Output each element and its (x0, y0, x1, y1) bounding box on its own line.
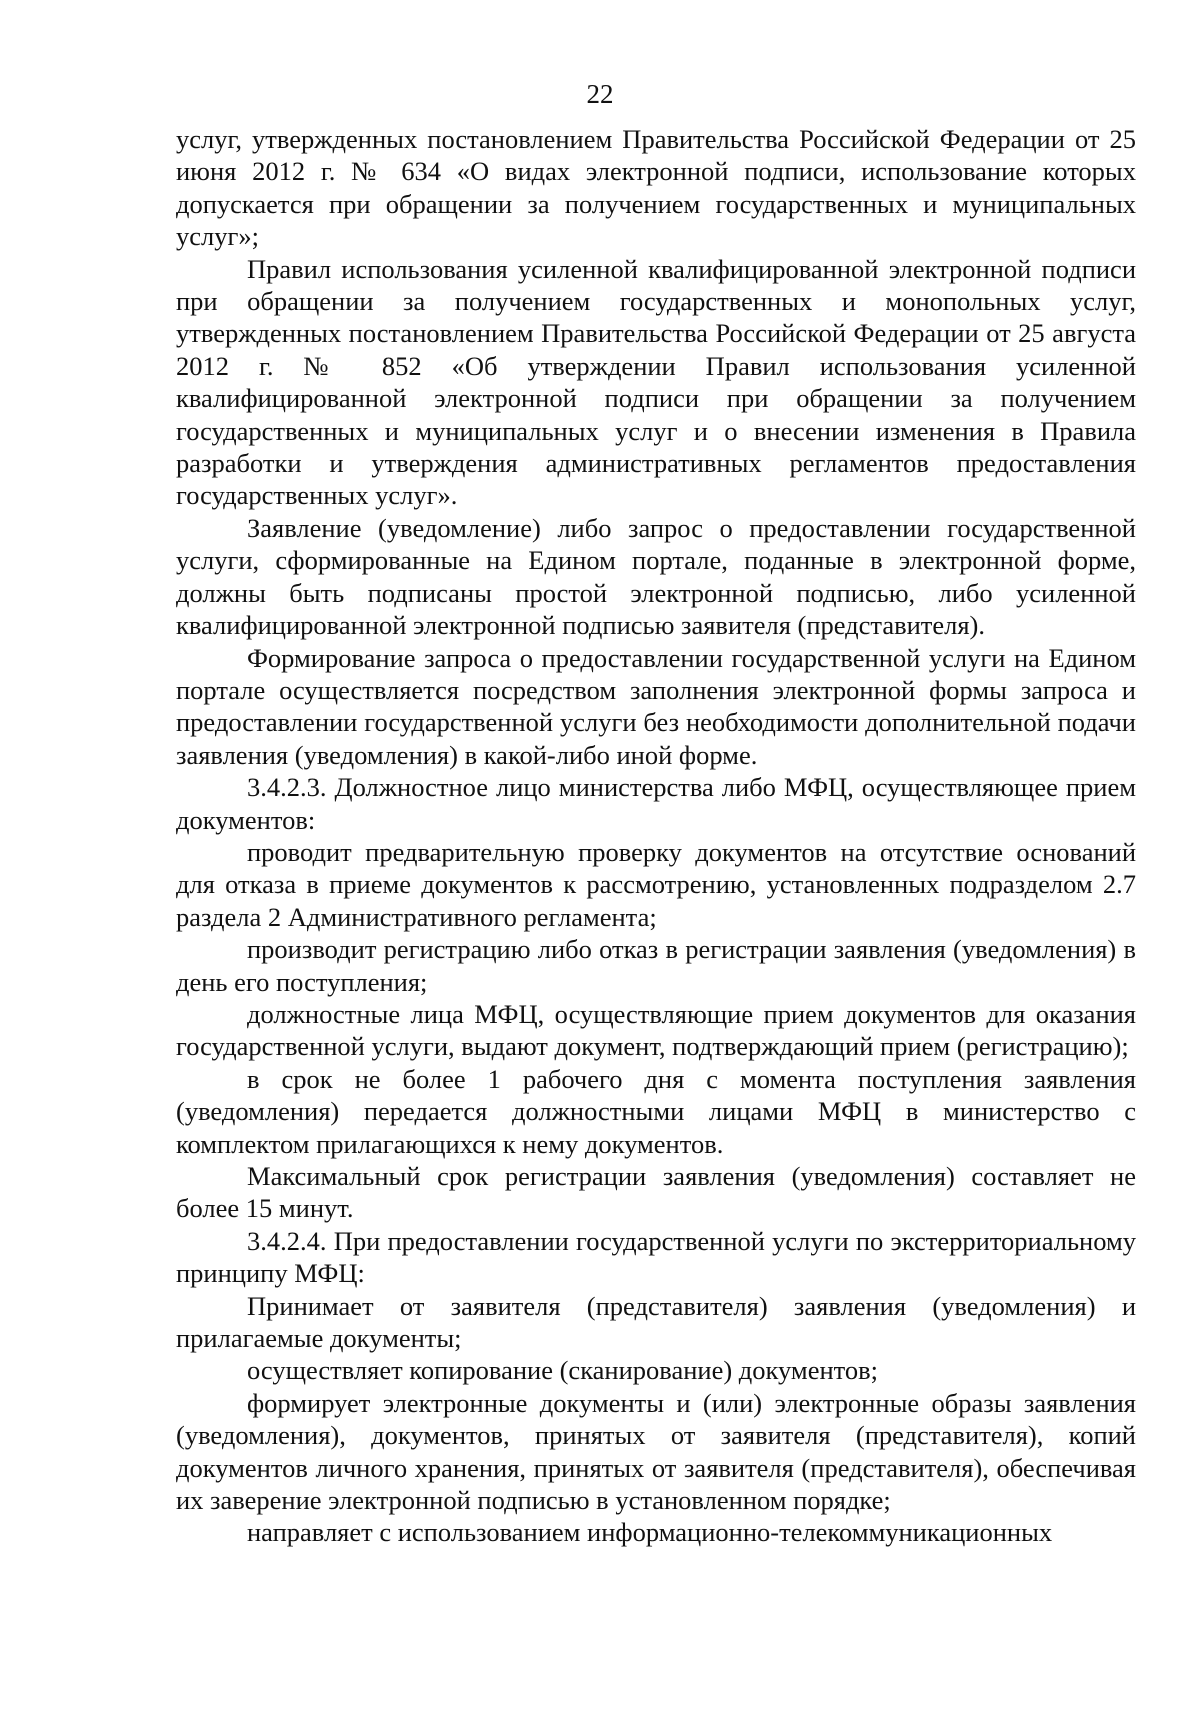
paragraph: Заявление (уведомление) либо запрос о предоставлении государственной услуги, сформированные на Едином портале, поданные в электронной форме, должны быть подписаны простой электронной подписью, либо усиленной квалифицированной электронной подписью заявителя (представителя). (176, 512, 1136, 641)
paragraph: 3.4.2.3. Должностное лицо министерства либо МФЦ, осуществляющее прием документов: (176, 772, 1136, 835)
paragraph: услуг, утвержденных постановлением Правительства Российской Федерации от 25 июня 2012 г. № 634 «О видах электронной подписи, использование которых допускается при обращении за получением государственных и муниципальных услуг»; (176, 124, 1136, 252)
paragraph: осуществляет копирование (сканирование) документов; (247, 1355, 878, 1386)
paragraph: 3.4.2.4. При предоставлении государственной услуги по экстерриториальному принципу МФЦ: (176, 1225, 1136, 1289)
page-number: 22 (586, 79, 614, 109)
document-body (176, 123, 1136, 1549)
paragraph: направляет с использованием информационно-телекоммуникационных (247, 1517, 1053, 1548)
paragraph: в срок не более 1 рабочего дня с момента поступления заявления (уведомления) передается должностными лицами МФЦ в министерство с комплектом прилагающихся к нему документов. (176, 1063, 1136, 1159)
paragraph: производит регистрацию либо отказ в регистрации заявления (уведомления) в день его поступления; (176, 934, 1136, 997)
paragraph: Принимает от заявителя (представителя) заявления (уведомления) и прилагаемые документы; (176, 1290, 1136, 1354)
paragraph: Правил использования усиленной квалифицированной электронной подписи при обращении за получением государственных и монопольных услуг, утвержденных постановлением Правительства Российской Федерации от 25 августа 2012 г. № 852 «Об утверждении Правил использования усиленной квалифицированной электронной подписи при обращении за получением государственных и муниципальных услуг и о внесении изменения в Правила разработки и утверждения административных регламентов предоставления государственных услуг». (176, 253, 1136, 511)
paragraph: Максимальный срок регистрации заявления (уведомления) составляет не более 15 минут. (176, 1161, 1136, 1224)
paragraph: Формирование запроса о предоставлении государственной услуги на Едином портале осуществляется посредством заполнения электронной формы запроса и предоставлении государственной услуги без необходимости дополнительной подачи заявления (уведомления) в какой-либо иной форме. (176, 642, 1136, 770)
paragraph: проводит предварительную проверку документов на отсутствие оснований для отказа в приеме документов к рассмотрению, установленных подразделом 2.7 раздела 2 Административного регламента; (176, 836, 1136, 932)
paragraph: формирует электронные документы и (или) электронные образы заявления (уведомления), документов, принятых от заявителя (представителя), копий документов личного хранения, принятых от заявителя (представителя), обеспечивая их заверение электронной подписью в установленном порядке; (176, 1387, 1136, 1516)
paragraph: должностные лица МФЦ, осуществляющие прием документов для оказания государственной услуги, выдают документ, подтверждающий прием (регистрацию); (176, 998, 1136, 1062)
